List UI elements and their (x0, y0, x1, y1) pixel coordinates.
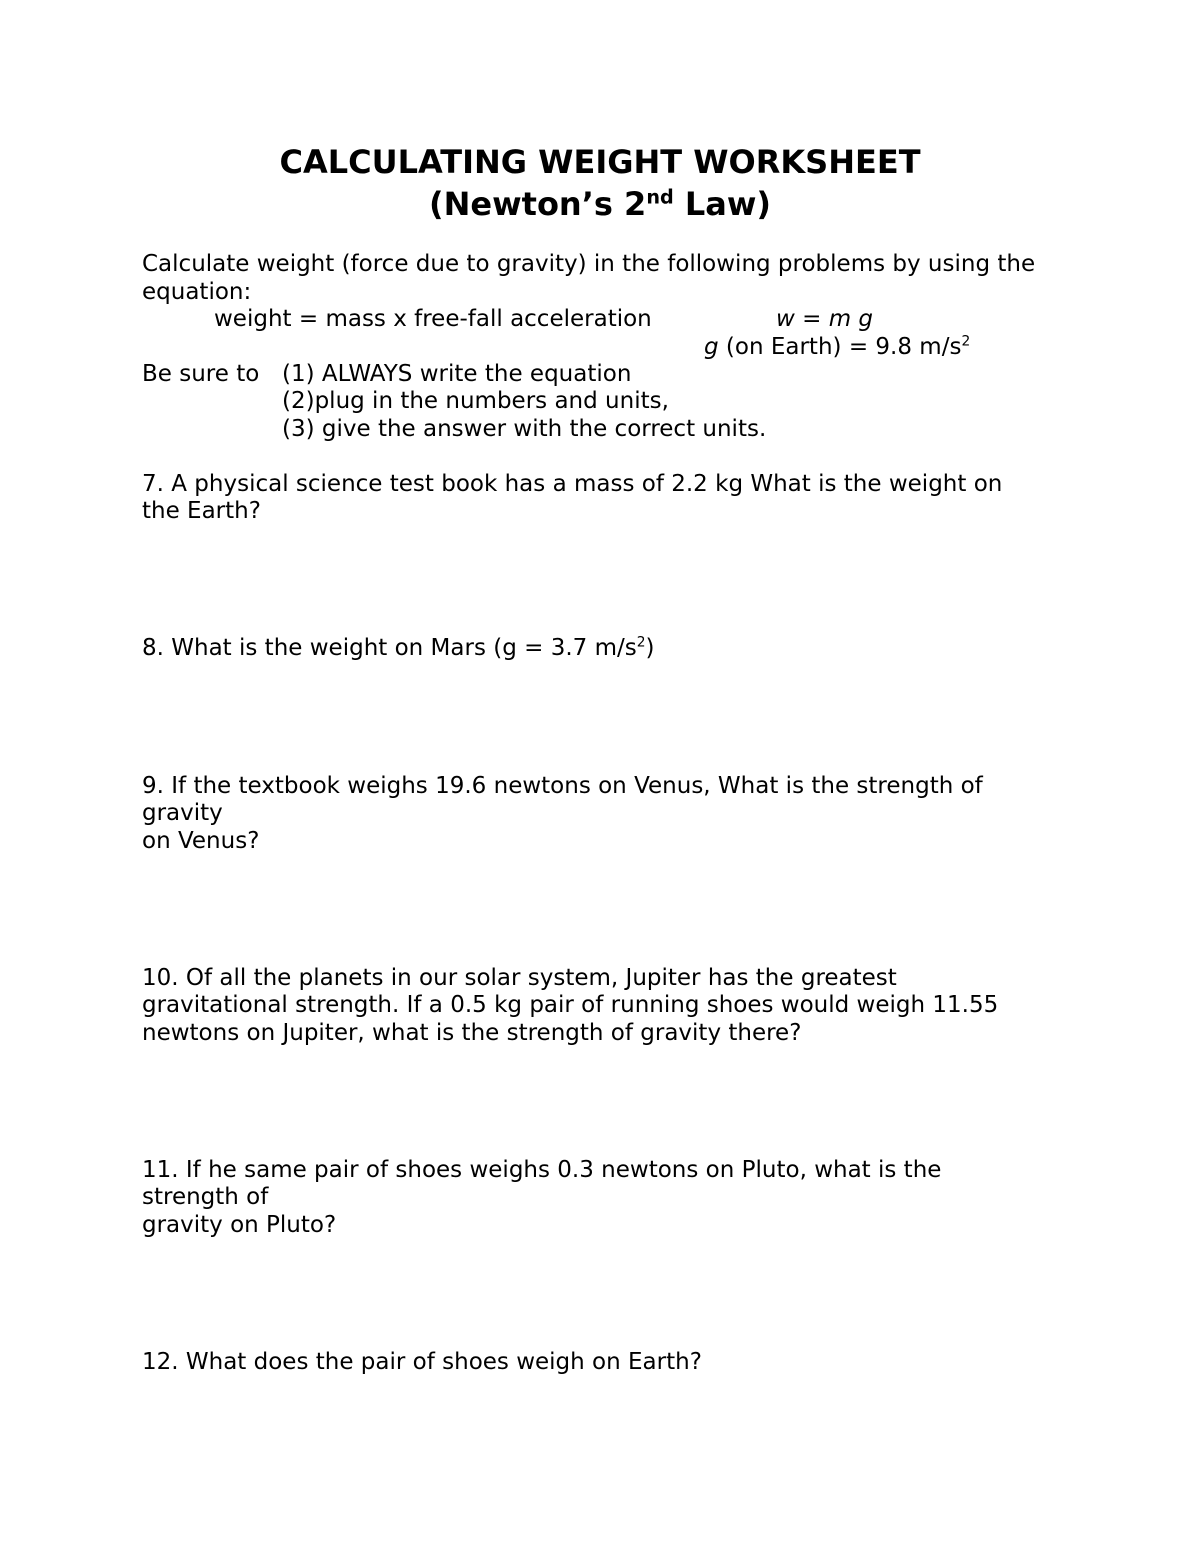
subtitle-prefix: (Newton’s 2 (428, 185, 647, 223)
question-10-line-3: newtons on Jupiter, what is the strength of gravity there? (142, 1020, 802, 1046)
question-7-line-2: the Earth? (142, 498, 261, 524)
question-10-line-2: gravitational strength. If a 0.5 kg pair of running shoes would weigh 11.55 (142, 992, 999, 1018)
subtitle-superscript: nd (646, 185, 674, 209)
question-11-line-1: 11. If he same pair of shoes weighs 0.3 newtons on Pluto, what is the (142, 1157, 942, 1183)
worksheet-subtitle (0, 184, 1200, 224)
instruction-step-2: (2)plug in the numbers and units, (282, 388, 669, 414)
question-7-line-1: 7. A physical science test book has a mass of 2.2 kg What is the weight on (142, 471, 1003, 497)
question-11-line-3: gravity on Pluto? (142, 1212, 337, 1238)
question-8-text: 8. What is the weight on Mars (g = 3.7 m/s (142, 635, 637, 661)
earth-gravity-value (704, 334, 970, 361)
question-9-line-2: gravity (142, 800, 223, 826)
intro-line-2: equation: (142, 279, 252, 305)
g-symbol: g (704, 334, 719, 360)
g-earth-superscript: 2 (961, 333, 971, 350)
equation-symbols: w = m g (776, 306, 874, 332)
question-9-line-3: on Venus? (142, 828, 260, 854)
instruction-step-1: (1) ALWAYS write the equation (282, 361, 632, 387)
equation-words: weight = mass x free-fall acceleration (214, 306, 652, 332)
intro-line-1: Calculate weight (force due to gravity) in the following problems by using the (142, 251, 1036, 277)
worksheet-title: CALCULATING WEIGHT WORKSHEET (279, 143, 921, 181)
g-earth-text: (on Earth) = 9.8 m/s (718, 334, 962, 360)
question-12-line-1: 12. What does the pair of shoes weigh on Earth? (142, 1349, 702, 1375)
question-8 (142, 635, 655, 662)
instruction-step-3: (3) give the answer with the correct units. (282, 416, 767, 442)
instructions-lead: Be sure to (142, 361, 260, 387)
subtitle-suffix: Law) (673, 185, 772, 223)
question-9-line-1: 9. If the textbook weighs 19.6 newtons on Venus, What is the strength of (142, 773, 983, 799)
question-8-suffix: ) (645, 635, 655, 661)
question-8-superscript: 2 (636, 634, 646, 651)
question-10-line-1: 10. Of all the planets in our solar system, Jupiter has the greatest (142, 965, 897, 991)
question-11-line-2: strength of (142, 1184, 269, 1210)
